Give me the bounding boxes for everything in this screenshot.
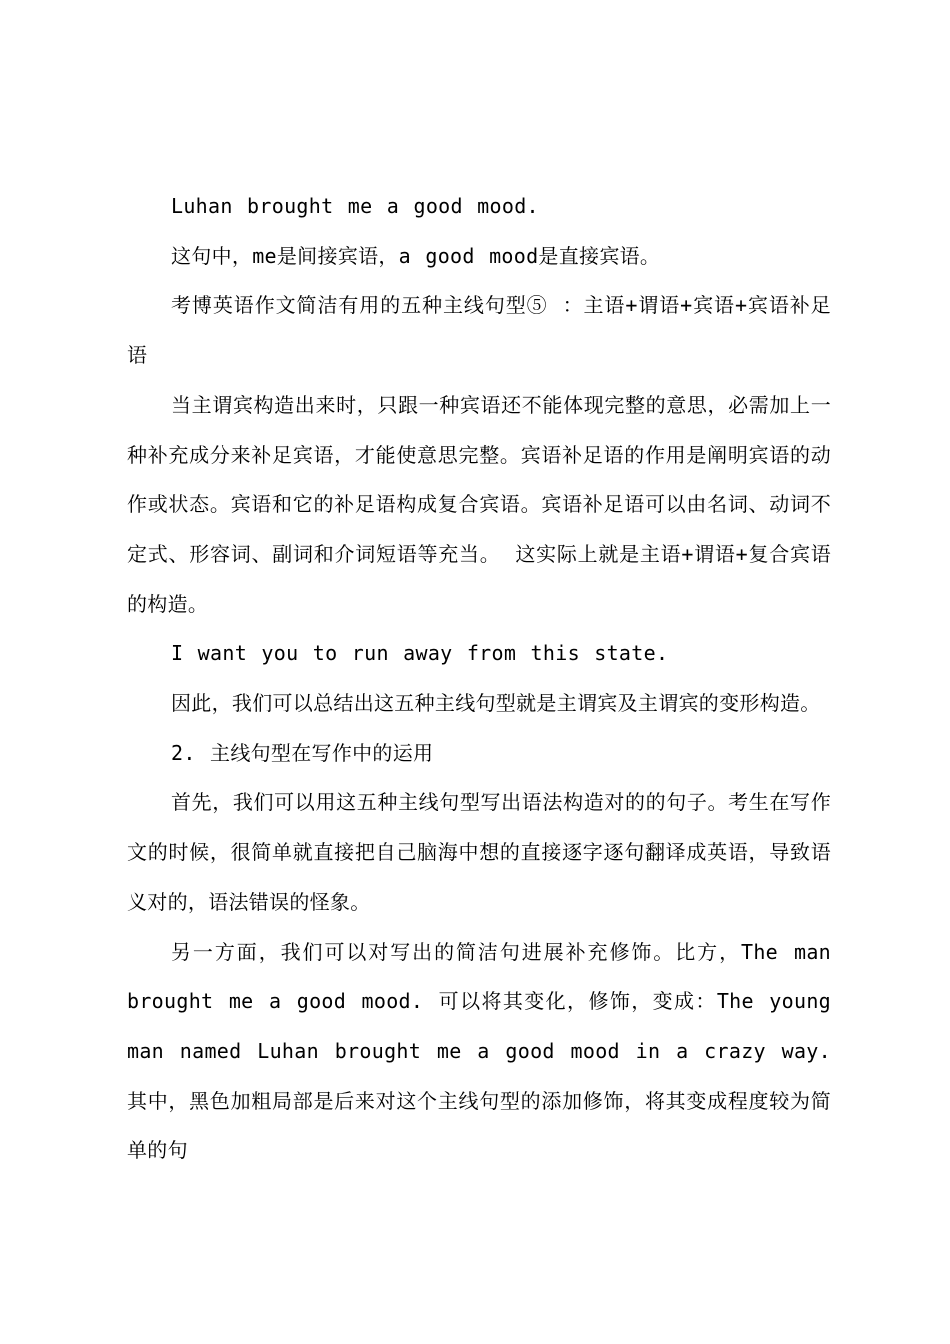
paragraph-example-sentence: Luhan brought me a good mood. [171,194,539,218]
paragraph-object-explanation: 这句中，me是间接宾语，a good mood是直接宾语。 [171,243,661,268]
document-body [127,182,831,1176]
paragraph-second-point: 另一方面，我们可以对写出的简洁句进展补充修饰。比方，The man brought me a good mood. 可以将其变化，修饰，变成：The young man named Luhan brought me a good mood in a crazy way. 其中，黑色加粗局部是后来对这个主线句型的添加修饰，将其变成程度较为简单的句 [127,939,831,1163]
paragraph-first-point: 首先，我们可以用这五种主线句型写出语法构造对的的句子。考生在写作文的时候，很简单就直接把自己脑海中想的直接逐字逐句翻译成英语，导致语义对的，语法错误的怪象。 [127,790,831,914]
paragraph-complement-explanation: 当主谓宾构造出来时，只跟一种宾语还不能体现完整的意思，必需加上一种补充成分来补足宾语，才能使意思完整。宾语补足语的作用是阐明宾语的动作或状态。宾语和它的补足语构成复合宾语。宾语补足语可以由名词、动词不定式、形容词、副词和介词短语等充当。 这实际上就是主语+谓语+复合宾语的构造。 [127,392,831,616]
paragraph-example-sentence-2: I want you to run away from this state. [171,641,669,666]
paragraph-pattern-five-heading: 考博英语作文简洁有用的五种主线句型⑤ ：主语+谓语+宾语+宾语补足语 [127,293,831,368]
paragraph-summary: 因此，我们可以总结出这五种主线句型就是主谓宾及主谓宾的变形构造。 [171,691,821,716]
section-heading: 2. 主线句型在写作中的运用 [171,740,434,765]
